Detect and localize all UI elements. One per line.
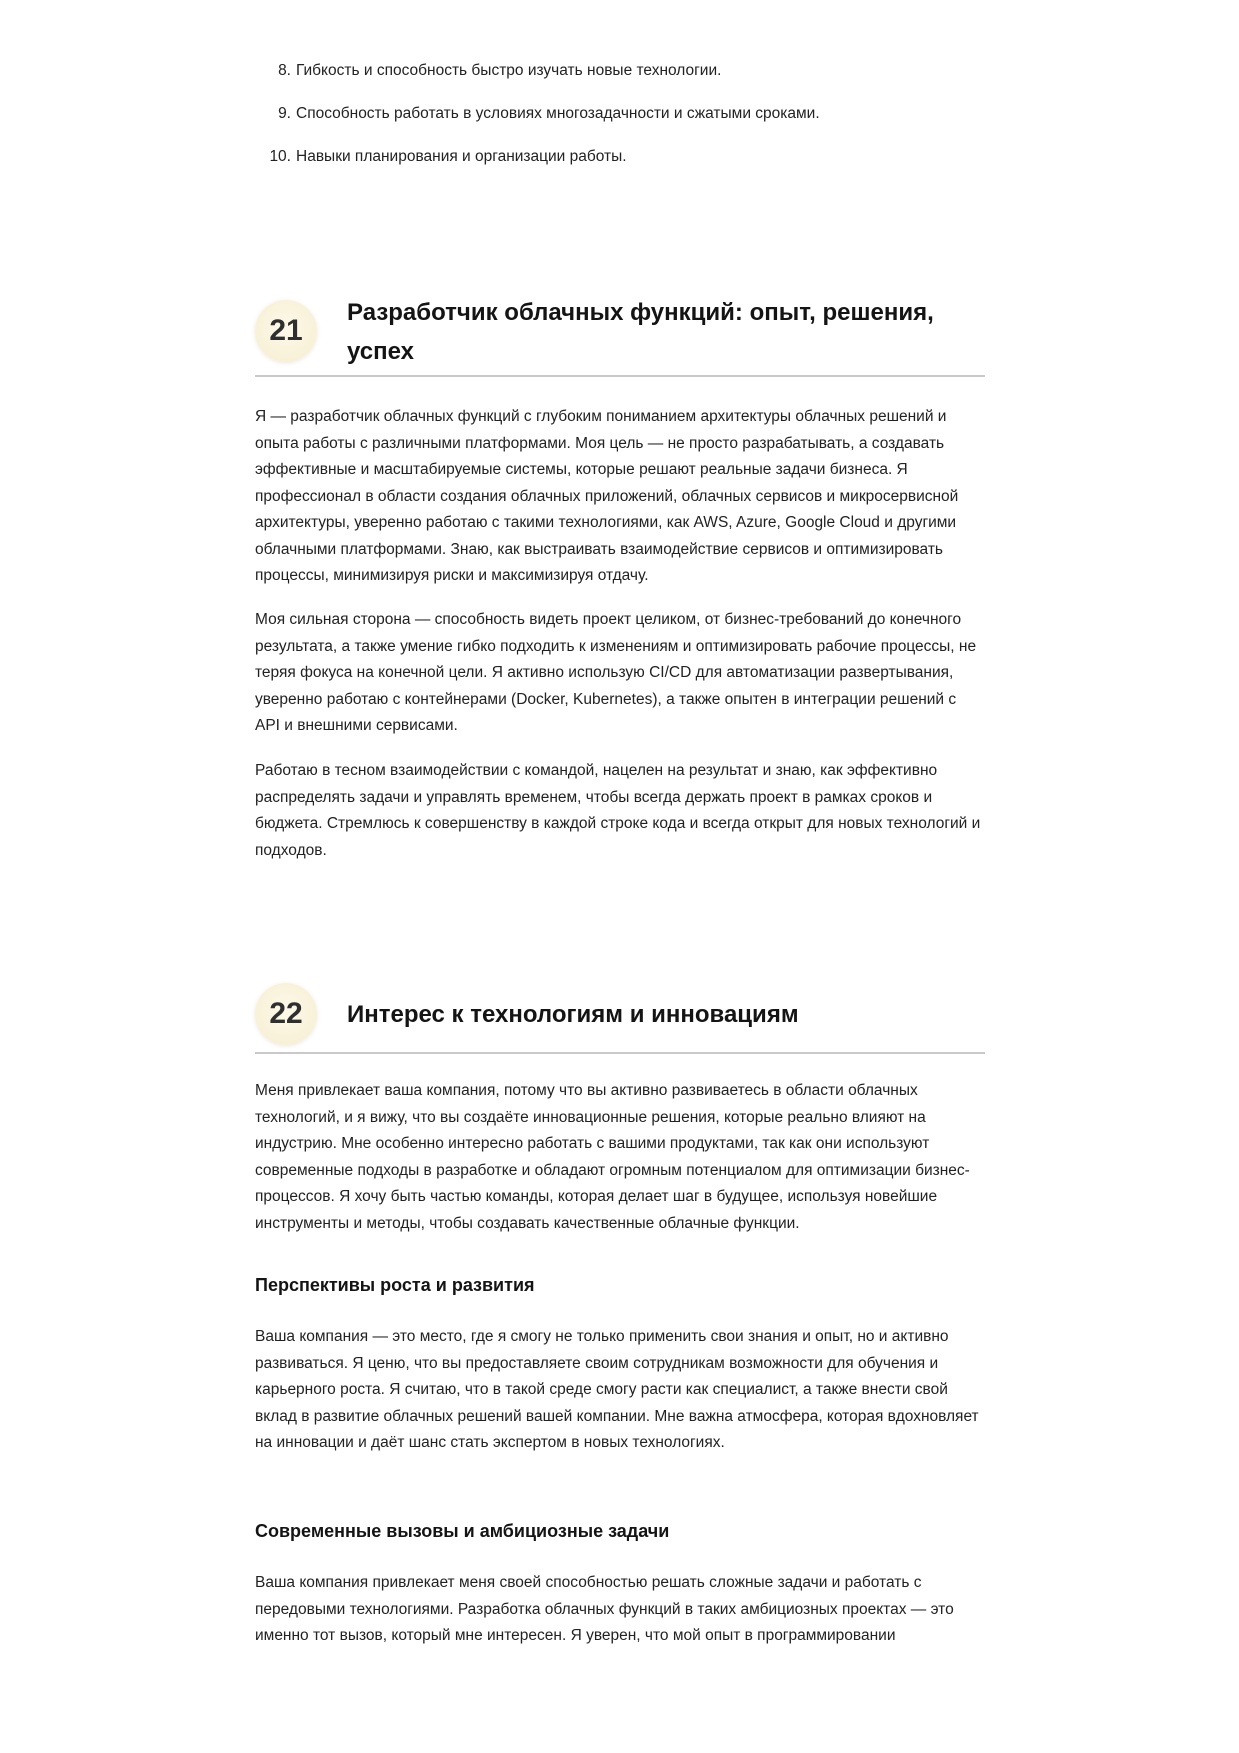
section-21-header bbox=[255, 293, 985, 377]
list-item-number: 9. bbox=[278, 105, 291, 122]
section-title: Разработчик облачных функций: опыт, решения, успех bbox=[347, 299, 934, 365]
section-21-paragraph-3: Работаю в тесном взаимодействии с командой, нацелен на результат и знаю, как эффективно распределять задачи и управлять временем, чтобы всегда держать проект в рамках сроков и бюджета. Стремлюсь к совершенству в каждой строке кода и всегда открыт для новых технологий и подходов. bbox=[255, 762, 981, 859]
growth-paragraph: Ваша компания — это место, где я смогу не только применить свои знания и опыт, но и активно развиваться. Я ценю, что вы предоставляете своим сотрудникам возможности для обучения и карьерного роста. Я считаю, что в такой среде смогу расти как специалист, а также внести свой вклад в развитие облачных решений вашей компании. Мне важна атмосфера, которая вдохновляет на инновации и даёт шанс стать экспертом в новых технологиях. bbox=[255, 1328, 979, 1451]
section-22-intro: Меня привлекает ваша компания, потому что вы активно развиваетесь в области облачных технологий, и я вижу, что вы создаёте инновационные решения, которые реально влияют на индустрию. Мне особенно интересно работать с вашими продуктами, так как они используют современные подходы в разработке и обладают огромным потенциалом для оптимизации бизнес-процессов. Я хочу быть частью команды, которая делает шаг в будущее, используя новейшие инструменты и методы, чтобы создавать качественные облачные функции. bbox=[255, 1082, 970, 1232]
list-item-number: 10. bbox=[269, 148, 291, 165]
list-item-number: 8. bbox=[278, 62, 291, 79]
list-item-text: Гибкость и способность быстро изучать новые технологии. bbox=[296, 62, 722, 79]
section-number-badge: 22 bbox=[255, 983, 317, 1045]
section-divider bbox=[255, 1052, 985, 1054]
skills-list bbox=[255, 60, 985, 189]
section-21-paragraph-1: Я — разработчик облачных функций с глубоким пониманием архитектуры облачных решений и опыта работы с различными платформами. Моя цель — не просто разрабатывать, а создавать эффективные и масштабируемые системы, которые решают реальные задачи бизнеса. Я профессионал в области создания облачных приложений, облачных сервисов и микросервисной архитектуры, уверенно работаю с такими технологиями, как AWS, Azure, Google Cloud и другими облачными платформами. Знаю, как выстраивать взаимодействие сервисов и оптимизировать процессы, минимизируя риски и максимизируя отдачу. bbox=[255, 408, 959, 584]
section-divider bbox=[255, 375, 985, 377]
section-title: Интерес к технологиям и инновациям bbox=[347, 1001, 799, 1028]
section-21-paragraph-2: Моя сильная сторона — способность видеть проект целиком, от бизнес-требований до конечного результата, а также умение гибко подходить к изменениям и оптимизировать рабочие процессы, не теряя фокуса на конечной цели. Я активно использую CI/CD для автоматизации развертывания, уверенно работаю с контейнерами (Docker, Kubernetes), а также опытен в интеграции решений с API и внешними сервисами. bbox=[255, 611, 977, 734]
list-item bbox=[255, 146, 985, 168]
list-item-text: Навыки планирования и организации работы. bbox=[296, 148, 627, 165]
list-item bbox=[255, 60, 985, 82]
list-item bbox=[255, 103, 985, 125]
section-22-header bbox=[255, 983, 985, 1055]
challenges-paragraph: Ваша компания привлекает меня своей способностью решать сложные задачи и работать с передовыми технологиями. Разработка облачных функций в таких амбициозных проектах — это именно тот вызов, который мне интересен. Я уверен, что мой опыт в программировании bbox=[255, 1574, 954, 1644]
section-number-badge: 21 bbox=[255, 300, 317, 362]
list-item-text: Способность работать в условиях многозадачности и сжатыми сроками. bbox=[296, 105, 820, 122]
challenges-heading: Современные вызовы и амбициозные задачи bbox=[255, 1521, 670, 1541]
growth-heading: Перспективы роста и развития bbox=[255, 1275, 535, 1295]
